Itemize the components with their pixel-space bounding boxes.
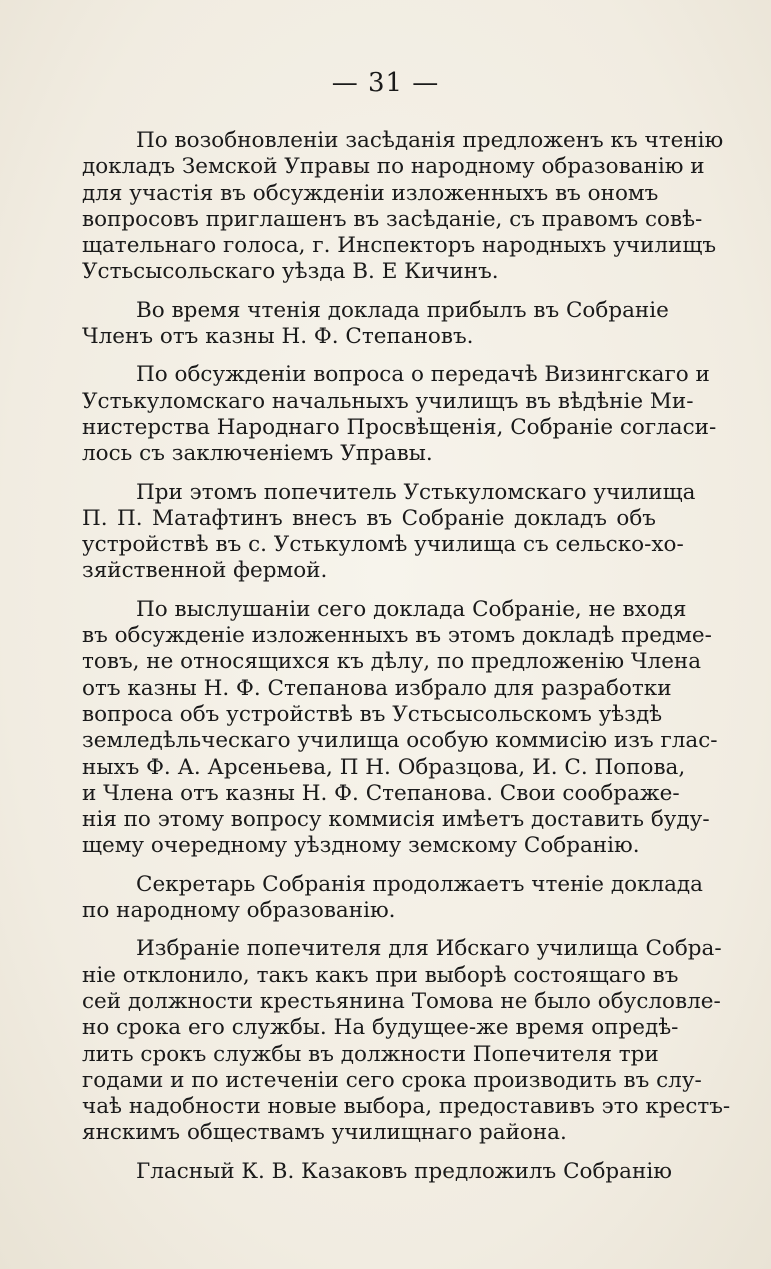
text-line: нистерства Народнаго Просвѣщенія, Собраніе согласи- <box>82 414 717 440</box>
text-line: въ обсужденіе изложенныхъ въ этомъ докладѣ предме- <box>82 623 712 649</box>
text-line: При этомъ попечитель Устькуломскаго училища <box>136 479 696 505</box>
text-line: Гласный К. В. Казаковъ предложилъ Собранію <box>136 1158 672 1184</box>
body-text <box>28 128 731 1197</box>
text-line: по народному образованію. <box>82 898 396 924</box>
text-line: но срока его службы. На будущее-же время опредѣ- <box>82 1015 679 1041</box>
text-line: для участія въ обсужденіи изложенныхъ въ ономъ <box>82 180 659 206</box>
text-line: Во время чтенія доклада прибылъ въ Собраніе <box>136 297 669 323</box>
paragraph <box>28 479 696 585</box>
text-line: ніе отклонило, такъ какъ при выборѣ состоящаго въ <box>82 962 679 988</box>
text-line: Членъ отъ казны Н. Ф. Степановъ. <box>82 324 474 350</box>
text-line: Избраніе попечителя для Ибскаго училища Собра- <box>136 936 722 962</box>
text-line: товъ, не относящихся къ дѣлу, по предложенію Члена <box>82 649 702 675</box>
text-line: отъ казны Н. Ф. Степанова избрало для разработки <box>82 675 672 701</box>
text-line: По выслушаніи сего доклада Собраніе, не входя <box>136 596 687 622</box>
paragraph <box>28 596 718 860</box>
text-line: лить срокъ службы въ должности Попечителя три <box>82 1041 659 1067</box>
paragraph <box>28 297 669 351</box>
text-line: По возобновленіи засѣданія предложенъ къ чтенію <box>136 128 724 153</box>
text-line: вопроса объ устройствѣ въ Устьсысольскомъ уѣздѣ <box>82 701 663 727</box>
text-line: Секретарь Собранія продолжаетъ чтеніе доклада <box>136 871 703 897</box>
text-line: и Члена отъ казны Н. Ф. Степанова. Свои соображе- <box>82 780 680 806</box>
text-line: янскимъ обществамъ училищнаго района. <box>82 1120 567 1146</box>
text-line: щему очередному уѣздному земскому Собранію. <box>82 833 640 859</box>
text-line: По обсужденіи вопроса о передачѣ Визингскаго и <box>136 362 710 388</box>
paragraph <box>28 871 703 925</box>
text-line: вопросовъ приглашенъ въ засѣданіе, съ правомъ совѣ- <box>82 206 703 232</box>
text-line: зяйственной фермой. <box>82 558 328 584</box>
text-line: сей должности крестьянина Томова не было обусловле- <box>82 988 721 1014</box>
text-line: чаѣ надобности новые выбора, предоставивъ это крестъ- <box>82 1094 731 1120</box>
text-line: щательнаго голоса, г. Инспекторъ народныхъ училищъ <box>82 233 716 259</box>
text-line: устройствѣ въ с. Устькуломѣ училища съ сельско-хо- <box>82 532 684 558</box>
text-line: Устьсысольскаго уѣзда В. Е Кичинъ. <box>82 259 499 285</box>
page-number: — 31 — <box>331 68 440 98</box>
text-line: ныхъ Ф. А. Арсеньева, П Н. Образцова, И. С. Попова, <box>82 754 686 780</box>
text-line: лось съ заключеніемъ Управы. <box>82 441 433 467</box>
paragraph <box>28 936 731 1146</box>
paragraph <box>28 362 717 467</box>
text-line: Устькуломскаго начальныхъ училищъ въ вѣдѣніе Ми- <box>82 388 694 414</box>
text-line: нія по этому вопросу коммисія имѣетъ доставить буду- <box>82 807 710 833</box>
text-line: годами и по истеченіи сего срока производить въ слу- <box>82 1067 702 1093</box>
text-line: докладъ Земской Управы по народному образованію и <box>82 154 705 180</box>
text-line: земледѣльческаго училища особую коммисію изъ глас- <box>82 728 718 754</box>
paragraph <box>28 1158 672 1185</box>
text-line: П. П. Матафтинъ внесъ въ Собраніе докладъ объ <box>82 505 656 531</box>
paragraph <box>28 128 724 286</box>
